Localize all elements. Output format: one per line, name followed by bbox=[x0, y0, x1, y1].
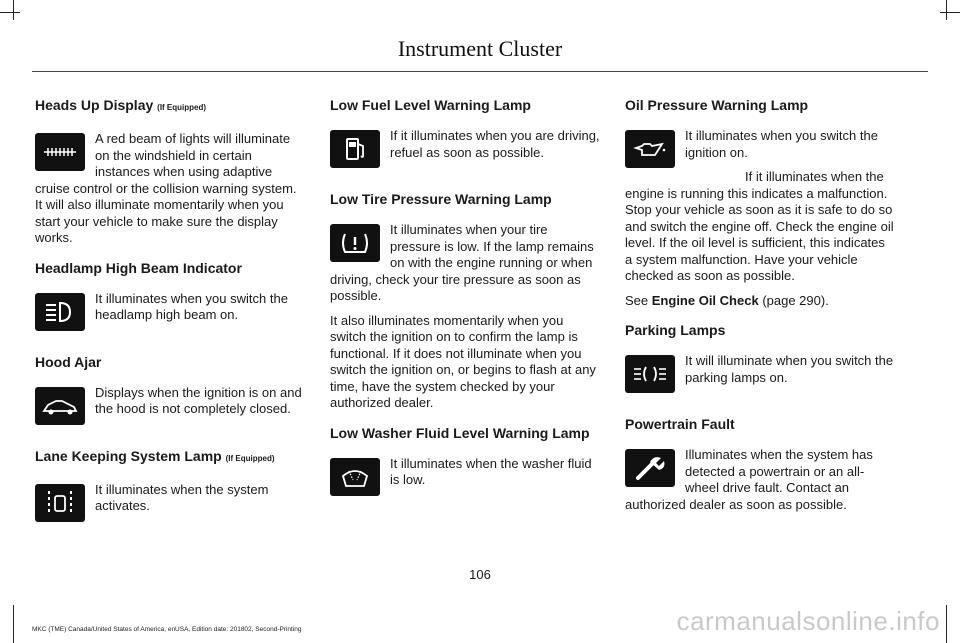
section-heading: Headlamp High Beam Indicator bbox=[35, 259, 242, 276]
section-heading: Oil Pressure Warning Lamp bbox=[625, 97, 809, 113]
watermark: carmanualsonline.info bbox=[676, 606, 940, 636]
crop-mark bbox=[946, 0, 947, 20]
hud-light-beam-icon bbox=[35, 133, 85, 171]
section-text: It illuminates when your tire pressure is low. If the lamp remains on with the engine running or when driving, check your tire pressure as soon as possible. bbox=[330, 222, 594, 303]
lane-keeping-icon bbox=[35, 484, 85, 522]
footer-edition-info: MKC (TME) Canada/United States of America, enUSA, Edition date: 201802, Second-Printing bbox=[32, 626, 302, 633]
crop-mark bbox=[13, 0, 14, 20]
section-text: A red beam of lights will illuminate on the windshield in certain instances when using adaptive cruise control or the collision warning system. It will also illuminate momentarily when you start your vehicle to make sure the display works. bbox=[35, 131, 297, 245]
wrench-icon bbox=[625, 449, 675, 487]
cross-reference: See Engine Oil Check (page 290). bbox=[625, 292, 829, 308]
parking-lamps-icon bbox=[625, 355, 675, 393]
crop-mark bbox=[0, 12, 20, 13]
section-text: Displays when the ignition is on and the hood is not completely closed. bbox=[95, 384, 302, 416]
section-text: It illuminates when the system activates. bbox=[95, 481, 269, 513]
crop-mark bbox=[13, 605, 14, 643]
section-low-tire-pressure bbox=[330, 190, 600, 412]
section-heading: Powertrain Fault bbox=[625, 416, 735, 432]
section-heading: Lane Keeping System Lamp (If Equipped) bbox=[35, 447, 275, 464]
section-hood-ajar bbox=[35, 353, 305, 435]
high-beam-icon bbox=[35, 293, 85, 331]
column-left bbox=[35, 96, 305, 544]
engine-oil-check-link[interactable]: Engine Oil Check bbox=[651, 292, 759, 308]
section-text: It will illuminate when you switch the parking lamps on. bbox=[685, 353, 894, 385]
section-text: It illuminates when you switch the ignition on. bbox=[685, 128, 878, 160]
section-text: Illuminates when the system has detected a powertrain or an all-wheel drive fault. Contact an authorized dealer as soon as possible. bbox=[625, 447, 873, 512]
section-high-beam bbox=[35, 259, 305, 341]
page-title: Instrument Cluster bbox=[397, 36, 563, 61]
section-text-2: If it illuminates when the engine is running this indicates a malfunction. Stop your vehicle as soon as it is safe to do so and switch the engine off. Check the engine oil level. If the oil level is sufficient, this indicates a system malfunction. Have your vehicle checked as soon as possible. bbox=[625, 169, 894, 283]
tire-pressure-icon bbox=[330, 224, 380, 262]
section-text: It illuminates when the washer fluid is low. bbox=[390, 455, 592, 487]
fuel-pump-icon bbox=[330, 130, 380, 168]
section-heading: Low Fuel Level Warning Lamp bbox=[330, 97, 531, 113]
oil-can-icon bbox=[625, 130, 675, 168]
crop-mark bbox=[946, 605, 947, 643]
section-low-fuel bbox=[330, 96, 600, 178]
section-lane-keeping bbox=[35, 447, 305, 532]
section-oil-pressure bbox=[625, 96, 895, 309]
section-heading: Parking Lamps bbox=[625, 322, 726, 338]
header-divider bbox=[32, 71, 928, 72]
page-number: 106 bbox=[469, 567, 491, 582]
section-heading: Heads Up Display (If Equipped) bbox=[35, 97, 207, 113]
section-heads-up-display bbox=[35, 96, 305, 247]
section-low-washer-fluid bbox=[330, 424, 600, 506]
section-text-2: It also illuminates momentarily when you switch the ignition on to confirm the lamp is functional. If it does not illuminate when you switch the ignition on, or begins to flash at any time, have the system checked by your authorized dealer. bbox=[330, 312, 596, 410]
section-heading: Low Tire Pressure Warning Lamp bbox=[330, 191, 552, 207]
column-right bbox=[625, 96, 895, 525]
washer-fluid-icon bbox=[330, 458, 380, 496]
section-text: It illuminates when you switch the headlamp high beam on. bbox=[95, 290, 288, 322]
section-text: If it illuminates when you are driving, refuel as soon as possible. bbox=[390, 128, 600, 160]
section-parking-lamps bbox=[625, 321, 895, 403]
hood-ajar-icon bbox=[35, 387, 85, 425]
crop-mark bbox=[940, 12, 960, 13]
section-powertrain-fault bbox=[625, 415, 895, 513]
column-middle bbox=[330, 96, 600, 518]
section-heading: Hood Ajar bbox=[35, 353, 102, 370]
section-heading: Low Washer Fluid Level Warning Lamp bbox=[330, 424, 590, 441]
